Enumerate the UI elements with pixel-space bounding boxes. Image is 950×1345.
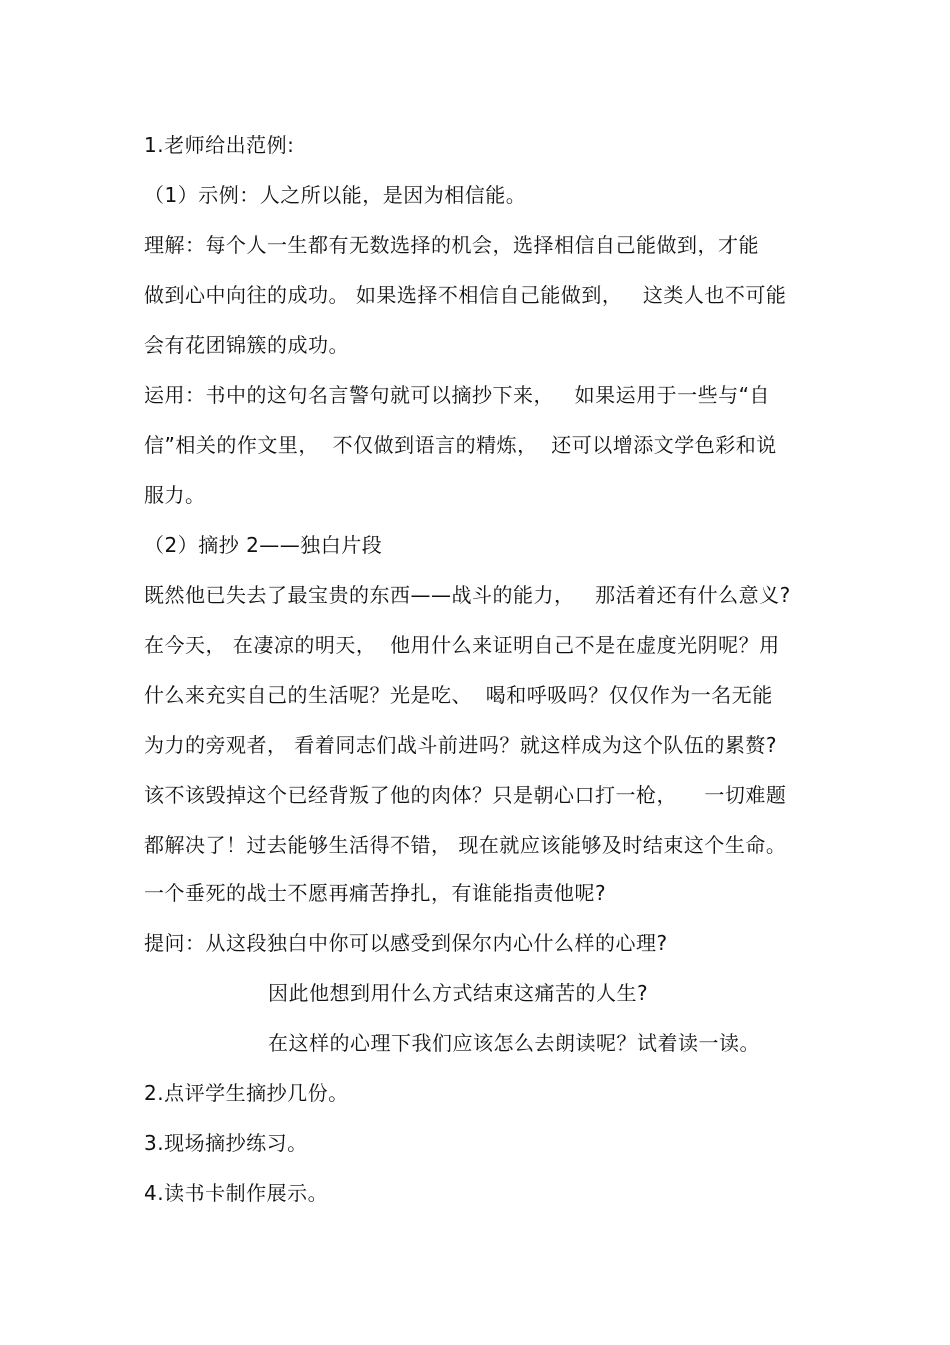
- section-heading-3: 3.现场摘抄练习。: [144, 1131, 308, 1155]
- question-line-3: 在这样的心理下我们应该怎么去朗读呢？试着读一读。: [268, 1031, 760, 1055]
- monologue-line-7: 一个垂死的战士不愿再痛苦挣扎，有谁能指责他呢?: [144, 881, 607, 905]
- excerpt-heading: （2）摘抄 2——独白片段: [144, 533, 383, 557]
- question-line-2: 因此他想到用什么方式结束这痛苦的人生?: [268, 981, 649, 1005]
- monologue-line-2: 在今天， 在凄凉的明天， 他用什么来证明自己不是在虚度光阴呢？用: [144, 633, 780, 657]
- section-heading-1: 1.老师给出范例:: [144, 133, 295, 157]
- section-heading-4: 4.读书卡制作展示。: [144, 1181, 329, 1205]
- usage-line-1: 运用：书中的这句名言警句就可以摘抄下来， 如果运用于一些与“自: [144, 383, 770, 407]
- example-heading: （1）示例：人之所以能，是因为相信能。: [144, 183, 527, 207]
- monologue-line-5: 该不该毁掉这个已经背叛了他的肉体？只是朝心口打一枪， 一切难题: [144, 783, 787, 807]
- usage-line-3: 服力。: [144, 483, 206, 507]
- monologue-line-1: 既然他已失去了最宝贵的东西——战斗的能力， 那活着还有什么意义?: [144, 583, 791, 607]
- question-line-1: 提问：从这段独白中你可以感受到保尔内心什么样的心理?: [144, 931, 668, 955]
- monologue-line-6: 都解决了！过去能够生活得不错， 现在就应该能够及时结束这个生命。: [144, 833, 787, 857]
- understanding-line-1: 理解：每个人一生都有无数选择的机会，选择相信自己能做到，才能: [144, 233, 759, 257]
- usage-line-2: 信”相关的作文里， 不仅做到语言的精炼， 还可以增添文学色彩和说: [144, 433, 777, 457]
- understanding-line-3: 会有花团锦簇的成功。: [144, 333, 349, 357]
- monologue-line-4: 为力的旁观者， 看着同志们战斗前进吗？就这样成为这个队伍的累赘?: [144, 733, 777, 757]
- understanding-line-2: 做到心中向往的成功。 如果选择不相信自己能做到， 这类人也不可能: [144, 283, 787, 307]
- monologue-line-3: 什么来充实自己的生活呢？光是吃、 喝和呼吸吗？仅仅作为一名无能: [144, 683, 773, 707]
- section-heading-2: 2.点评学生摘抄几份。: [144, 1081, 349, 1105]
